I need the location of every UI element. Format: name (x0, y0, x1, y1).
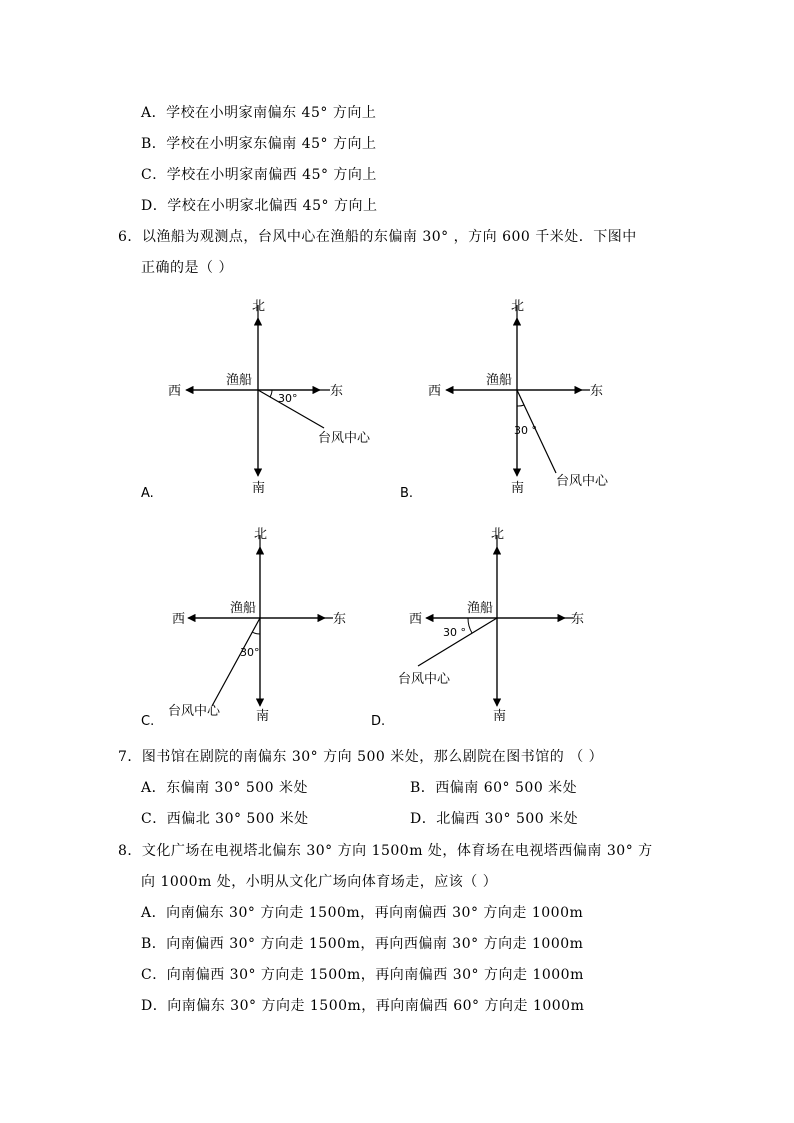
q8-stem-line1: 8．文化广场在电视塔北偏东 30° 方向 1500m 处，体育场在电视塔西偏南 30° 方 (118, 843, 653, 859)
q5-option-d: D．学校在小明家北偏西 45° 方向上 (141, 198, 378, 214)
q5-option-a: A．学校在小明家南偏东 45° 方向上 (141, 105, 377, 121)
figure-d-north-label: 北 (491, 527, 505, 542)
figure-b-angle-label: 30 ° (514, 424, 537, 437)
figure-c-north-label: 北 (254, 527, 268, 542)
figure-c-boat-label: 渔船 (230, 601, 257, 616)
figure-b (400, 299, 609, 501)
figure-a-east-label: 东 (330, 384, 344, 399)
figure-b-west-label: 西 (428, 384, 442, 399)
figure-b-east-label: 东 (590, 384, 604, 399)
figure-a-typhoon-label: 台风中心 (318, 431, 371, 446)
q8-option-c: C．向南偏西 30° 方向走 1500m，再向南偏西 30° 方向走 1000m (141, 967, 584, 983)
figure-d-letter: D. (371, 714, 386, 729)
q6-stem-line1: 6．以渔船为观测点，台风中心在渔船的东偏南 30° ，方向 600 千米处．下图中 (118, 229, 637, 245)
q5-option-b: B．学校在小明家东偏南 45° 方向上 (141, 136, 377, 152)
figure-d (371, 527, 584, 729)
figure-c-east-label: 东 (333, 612, 347, 627)
figure-c-angle-arc (252, 632, 260, 634)
figure-b-boat-label: 渔船 (486, 373, 513, 388)
figure-a-west-label: 西 (168, 384, 182, 399)
q7-option-c: C．西偏北 30° 500 米处 (141, 811, 309, 827)
figure-b-south-label: 南 (511, 481, 525, 496)
figure-a-south-label: 南 (252, 481, 266, 496)
q7-option-d: D．北偏西 30° 500 米处 (410, 811, 579, 827)
figure-b-north-label: 北 (511, 299, 525, 314)
figure-a-angle-arc (270, 390, 272, 397)
figure-d-south-label: 南 (493, 709, 507, 724)
q5-option-c: C．学校在小明家南偏西 45° 方向上 (141, 167, 377, 183)
figure-c (141, 527, 346, 729)
figure-c-west-label: 西 (172, 612, 186, 627)
q8-stem-line2: 向 1000m 处，小明从文化广场向体育场走，应该（ ） (141, 874, 498, 890)
q8-option-a: A．向南偏东 30° 方向走 1500m，再向南偏西 30° 方向走 1000m (141, 905, 584, 921)
figure-b-typhoon-label: 台风中心 (556, 474, 609, 489)
figure-d-angle-arc (468, 618, 472, 633)
figure-a-boat-label: 渔船 (226, 373, 253, 388)
figure-d-angle-label: 30 ° (443, 626, 466, 639)
figure-a-letter: A. (141, 486, 154, 501)
figure-a-angle-label: 30° (278, 392, 298, 405)
q7-option-a: A．东偏南 30° 500 米处 (141, 780, 308, 796)
figure-a-north-label: 北 (252, 299, 266, 314)
figure-a (141, 299, 371, 501)
figure-d-typhoon-label: 台风中心 (398, 672, 451, 687)
figure-c-angle-label: 30° (240, 646, 260, 659)
figure-c-letter: C. (141, 714, 155, 729)
figure-c-typhoon-ray (212, 618, 260, 706)
figure-d-west-label: 西 (409, 612, 423, 627)
figure-b-letter: B. (400, 486, 414, 501)
figure-d-boat-label: 渔船 (467, 601, 494, 616)
q8-option-d: D．向南偏东 30° 方向走 1500m，再向南偏西 60° 方向走 1000m (141, 998, 585, 1014)
q7-stem: 7．图书馆在剧院的南偏东 30° 方向 500 米处，那么剧院在图书馆的 （ ） (118, 749, 604, 765)
figure-b-angle-arc (517, 405, 524, 406)
figure-d-east-label: 东 (571, 612, 585, 627)
figure-c-typhoon-label: 台风中心 (168, 704, 221, 719)
q8-option-b: B．向南偏西 30° 方向走 1500m，再向西偏南 30° 方向走 1000m (141, 936, 584, 952)
q7-option-b: B．西偏南 60° 500 米处 (410, 780, 578, 796)
figure-c-south-label: 南 (256, 709, 270, 724)
q6-stem-line2: 正确的是（ ） (141, 260, 233, 276)
